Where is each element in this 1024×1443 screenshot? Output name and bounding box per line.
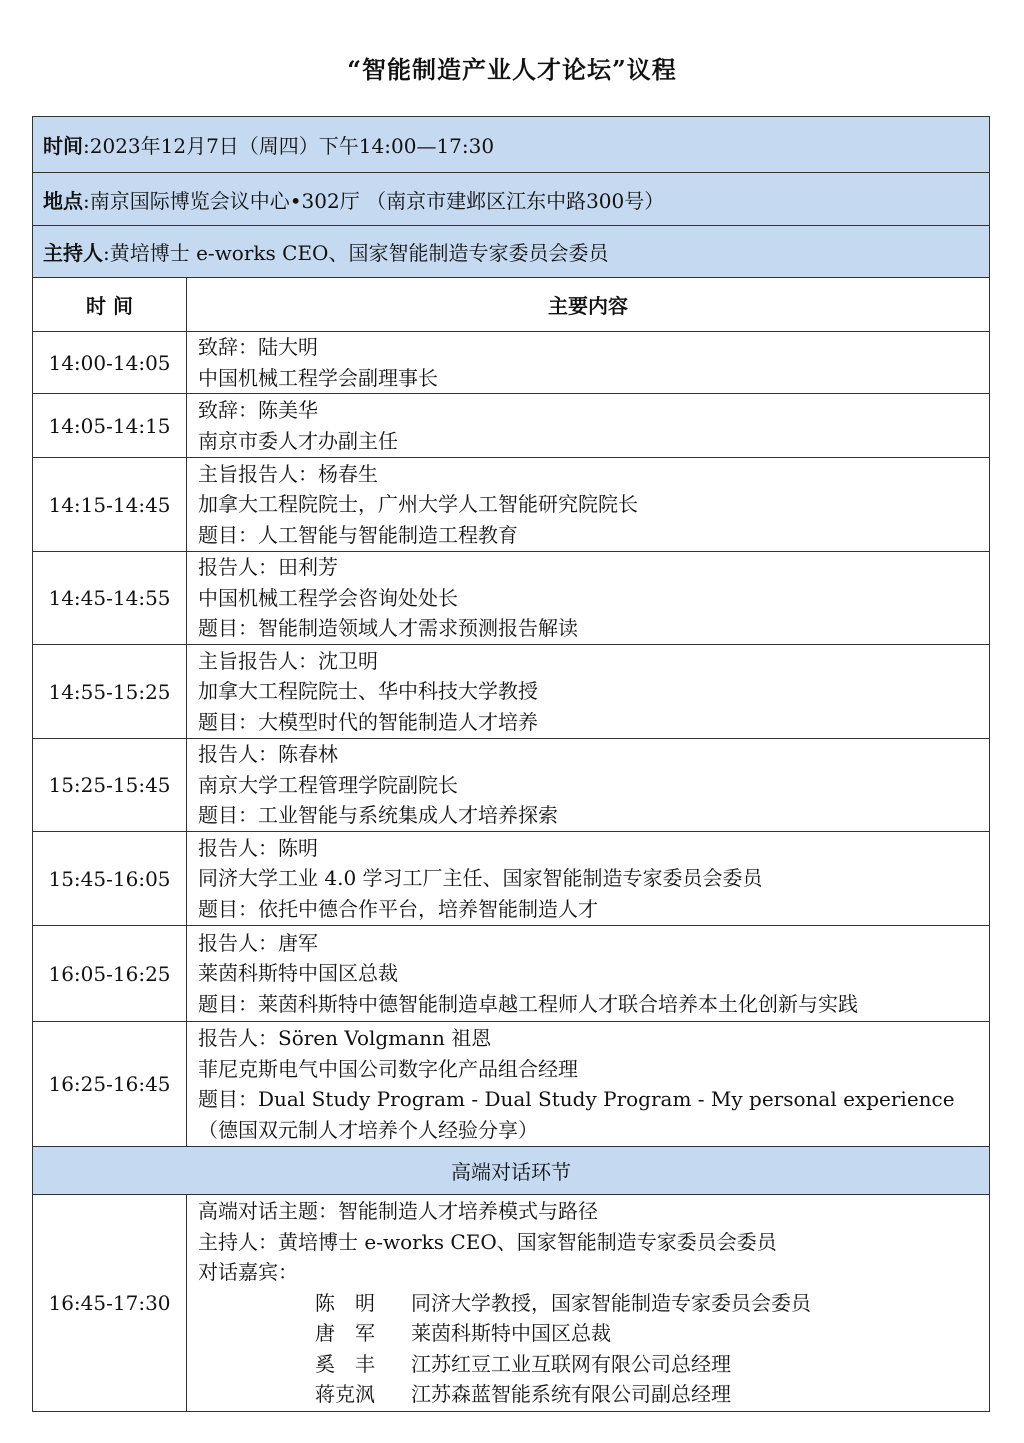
content-line: （德国双元制人才培养个人经验分享） — [198, 1117, 538, 1142]
host-label: 主持人 — [43, 241, 103, 265]
agenda-row — [33, 739, 990, 832]
content-line: 报告人：陈明 — [198, 835, 318, 860]
agenda-row — [33, 832, 990, 926]
agenda-row — [33, 394, 990, 458]
guest-item — [198, 1288, 989, 1319]
content-line: 主旨报告人：杨春生 — [198, 461, 378, 486]
content-line: 主持人：黄培博士 e-works CEO、国家智能制造专家委员会委员 — [198, 1229, 777, 1254]
agenda-content — [187, 832, 990, 926]
dialogue-content — [187, 1195, 990, 1412]
guest-item — [198, 1379, 989, 1410]
guest-title: 江苏森蓝智能系统有限公司副总经理 — [411, 1382, 731, 1407]
content-line: 南京市委人才办副主任 — [198, 428, 398, 453]
guest-name: 奚 丰 — [315, 1351, 375, 1376]
column-header-time: 时 间 — [33, 278, 187, 332]
info-host-row — [33, 226, 990, 278]
content-line: 中国机械工程学会咨询处处长 — [198, 585, 458, 610]
content-line: 菲尼克斯电气中国公司数字化产品组合经理 — [198, 1056, 578, 1081]
dialogue-time: 16:45-17:30 — [33, 1195, 187, 1412]
guest-name: 蒋克沨 — [315, 1382, 375, 1407]
agenda-time: 14:00-14:05 — [33, 332, 187, 394]
section-title: 高端对话环节 — [33, 1147, 990, 1195]
guest-item — [198, 1349, 989, 1380]
agenda-row — [33, 645, 990, 739]
agenda-row — [33, 1022, 990, 1147]
content-line: 加拿大工程院院士，广州大学人工智能研究院院长 — [198, 492, 638, 517]
guest-name: 唐 军 — [315, 1321, 375, 1346]
agenda-content — [187, 332, 990, 394]
agenda-content — [187, 926, 990, 1022]
content-line: 加拿大工程院院士、华中科技大学教授 — [198, 679, 538, 704]
time-label: 时间 — [43, 134, 83, 158]
agenda-row — [33, 926, 990, 1022]
agenda-row — [33, 332, 990, 394]
content-line: 报告人：Sӧren Volgmann 祖恩 — [198, 1026, 492, 1050]
guest-title: 同济大学教授，国家智能制造专家委员会委员 — [411, 1290, 811, 1315]
content-line: 致辞：陈美华 — [198, 398, 318, 422]
content-line: 题目：大模型时代的智能制造人才培养 — [198, 709, 538, 734]
guest-title: 江苏红豆工业互联网有限公司总经理 — [411, 1351, 731, 1376]
content-line: 主旨报告人：沈卫明 — [198, 648, 378, 673]
guest-item — [198, 1318, 989, 1349]
column-header-row — [33, 278, 990, 332]
content-line: 报告人：唐军 — [198, 930, 318, 955]
content-line: 中国机械工程学会副理事长 — [198, 365, 438, 390]
place-value: :南京国际博览会议中心•302厅 （南京市建邺区江东中路300号） — [83, 188, 665, 213]
content-line: 报告人：陈春林 — [198, 742, 338, 767]
content-line: 致辞：陆大明 — [198, 335, 318, 359]
guest-name: 陈 明 — [315, 1290, 375, 1315]
agenda-time: 15:45-16:05 — [33, 832, 187, 926]
agenda-content — [187, 645, 990, 739]
content-line: 高端对话主题：智能制造人才培养模式与路径 — [198, 1199, 598, 1224]
content-line: 题目：人工智能与智能制造工程教育 — [198, 522, 518, 547]
agenda-time: 14:55-15:25 — [33, 645, 187, 739]
agenda-time: 14:05-14:15 — [33, 394, 187, 458]
agenda-time: 15:25-15:45 — [33, 739, 187, 832]
content-line: 题目：莱茵科斯特中德智能制造卓越工程师人才联合培养本土化创新与实践 — [198, 991, 858, 1016]
agenda-time: 14:45-14:55 — [33, 552, 187, 645]
content-line: 题目：智能制造领域人才需求预测报告解读 — [198, 616, 578, 641]
agenda-content — [187, 394, 990, 458]
host-value: :黄培博士 e-works CEO、国家智能制造专家委员会委员 — [103, 241, 609, 265]
page-title: “智能制造产业人才论坛”议程 — [347, 55, 677, 84]
agenda-row — [33, 458, 990, 552]
section-row — [33, 1147, 990, 1195]
time-value: :2023年12月7日（周四）下午14:00—17:30 — [83, 134, 495, 158]
content-line: 题目：Dual Study Program - Dual Study Program - My personal experience — [198, 1087, 955, 1111]
content-line: 对话嘉宾： — [198, 1260, 298, 1285]
agenda-content — [187, 1022, 990, 1147]
guest-title: 莱茵科斯特中国区总裁 — [411, 1321, 611, 1346]
dialogue-row — [33, 1195, 990, 1412]
info-place-row — [33, 173, 990, 226]
agenda-content — [187, 458, 990, 552]
agenda-table — [32, 116, 990, 1412]
agenda-content — [187, 552, 990, 645]
place-label: 地点 — [43, 188, 83, 213]
column-header-content: 主要内容 — [187, 278, 990, 332]
info-time-row — [33, 117, 990, 173]
agenda-row — [33, 552, 990, 645]
content-line: 报告人：田利芳 — [198, 555, 338, 580]
agenda-time: 16:05-16:25 — [33, 926, 187, 1022]
content-line: 南京大学工程管理学院副院长 — [198, 772, 458, 797]
agenda-time: 14:15-14:45 — [33, 458, 187, 552]
content-line: 莱茵科斯特中国区总裁 — [198, 961, 398, 986]
content-line: 题目：依托中德合作平台，培养智能制造人才 — [198, 896, 598, 921]
agenda-content — [187, 739, 990, 832]
content-line: 题目：工业智能与系统集成人才培养探索 — [198, 803, 558, 828]
content-line: 同济大学工业 4.0 学习工厂主任、国家智能制造专家委员会委员 — [198, 866, 763, 891]
agenda-time: 16:25-16:45 — [33, 1022, 187, 1147]
